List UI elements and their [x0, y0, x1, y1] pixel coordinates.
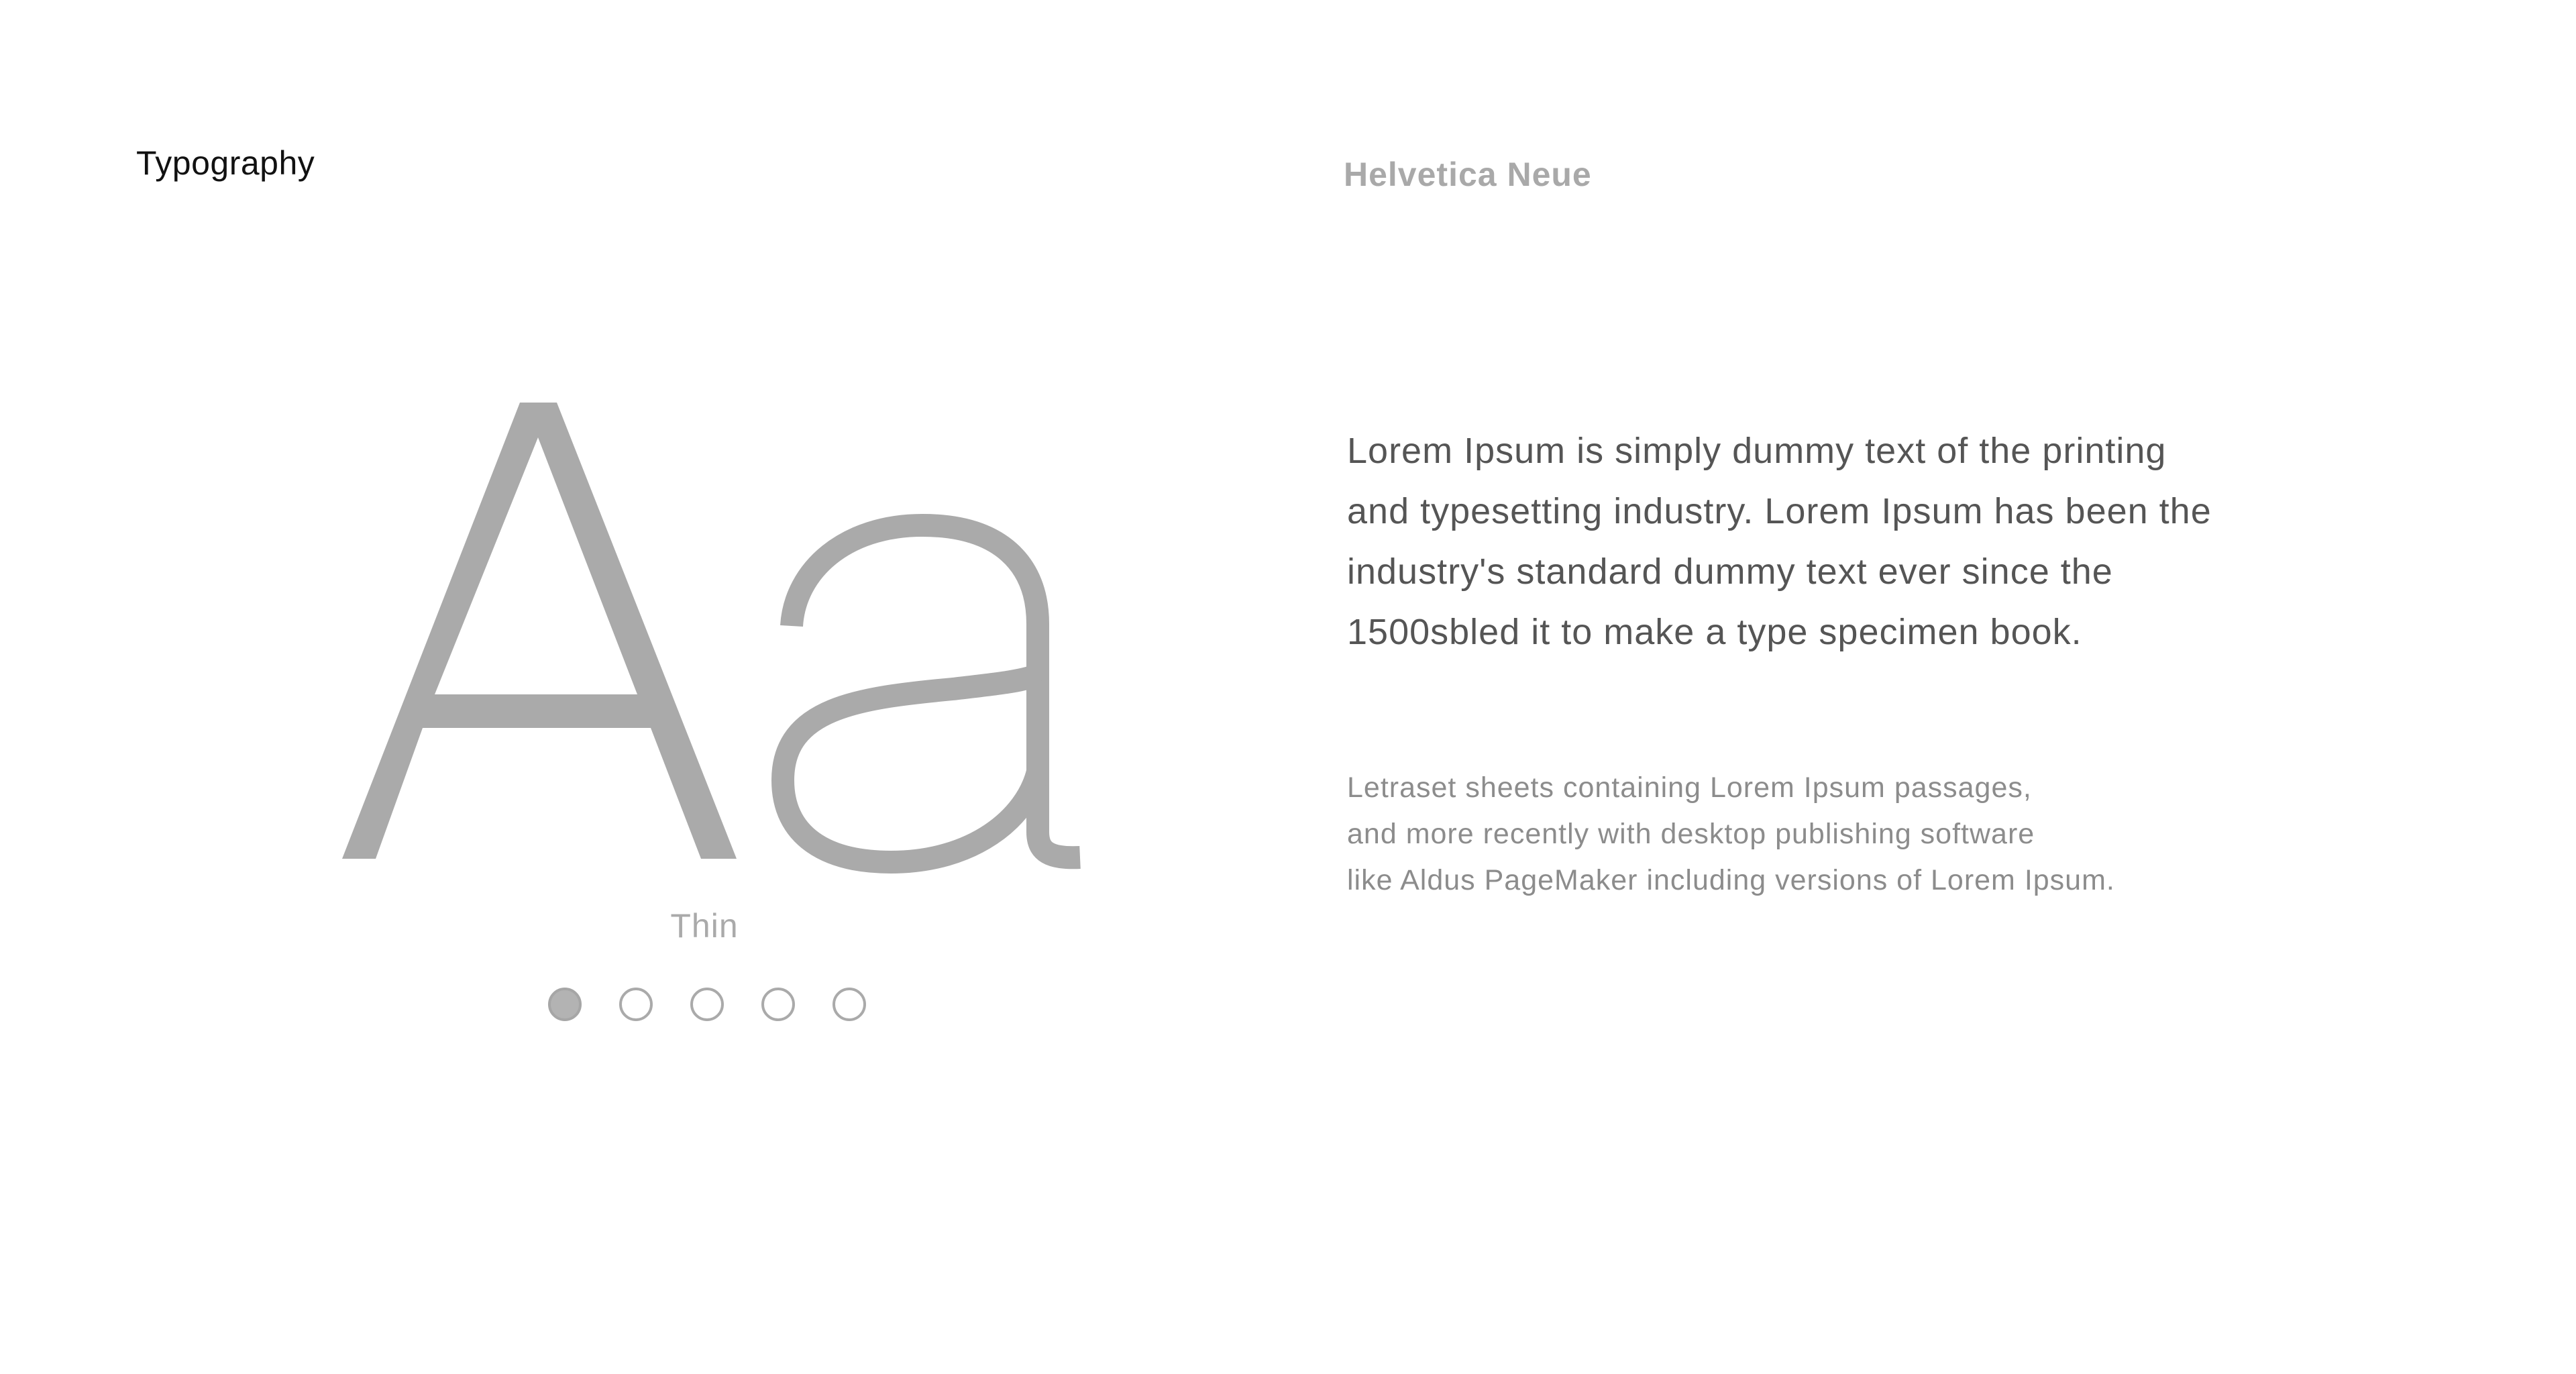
glyph-specimen-aa: [322, 362, 1100, 886]
weight-label: Thin: [670, 907, 739, 945]
secondary-paragraph: [1347, 765, 2320, 904]
lead-paragraph: [1347, 421, 2320, 662]
font-family-name: Helvetica Neue: [1344, 156, 1592, 193]
glyph-specimen: [322, 362, 1100, 886]
secondary-line: Letraset sheets containing Lorem Ipsum passages,: [1347, 772, 2032, 804]
weight-dot-4[interactable]: [761, 988, 795, 1021]
section-title: Typography: [136, 144, 315, 182]
lead-line: industry's standard dummy text ever since the: [1347, 551, 2113, 592]
lead-line: 1500sbled it to make a type specimen book.: [1347, 612, 2082, 652]
weight-dot-5[interactable]: [833, 988, 866, 1021]
weight-dot-3[interactable]: [690, 988, 724, 1021]
weight-selector: [548, 988, 866, 1026]
glyph-capital-a: [342, 403, 737, 859]
glyph-lowercase-a: [783, 525, 1080, 862]
weight-dot-2[interactable]: [619, 988, 653, 1021]
secondary-line: like Aldus PageMaker including versions of Lorem Ipsum.: [1347, 864, 2115, 896]
weight-dot-1[interactable]: [548, 988, 582, 1021]
lead-line: Lorem Ipsum is simply dummy text of the printing: [1347, 431, 2167, 471]
lead-line: and typesetting industry. Lorem Ipsum has been the: [1347, 491, 2212, 531]
secondary-line: and more recently with desktop publishing software: [1347, 818, 2035, 850]
